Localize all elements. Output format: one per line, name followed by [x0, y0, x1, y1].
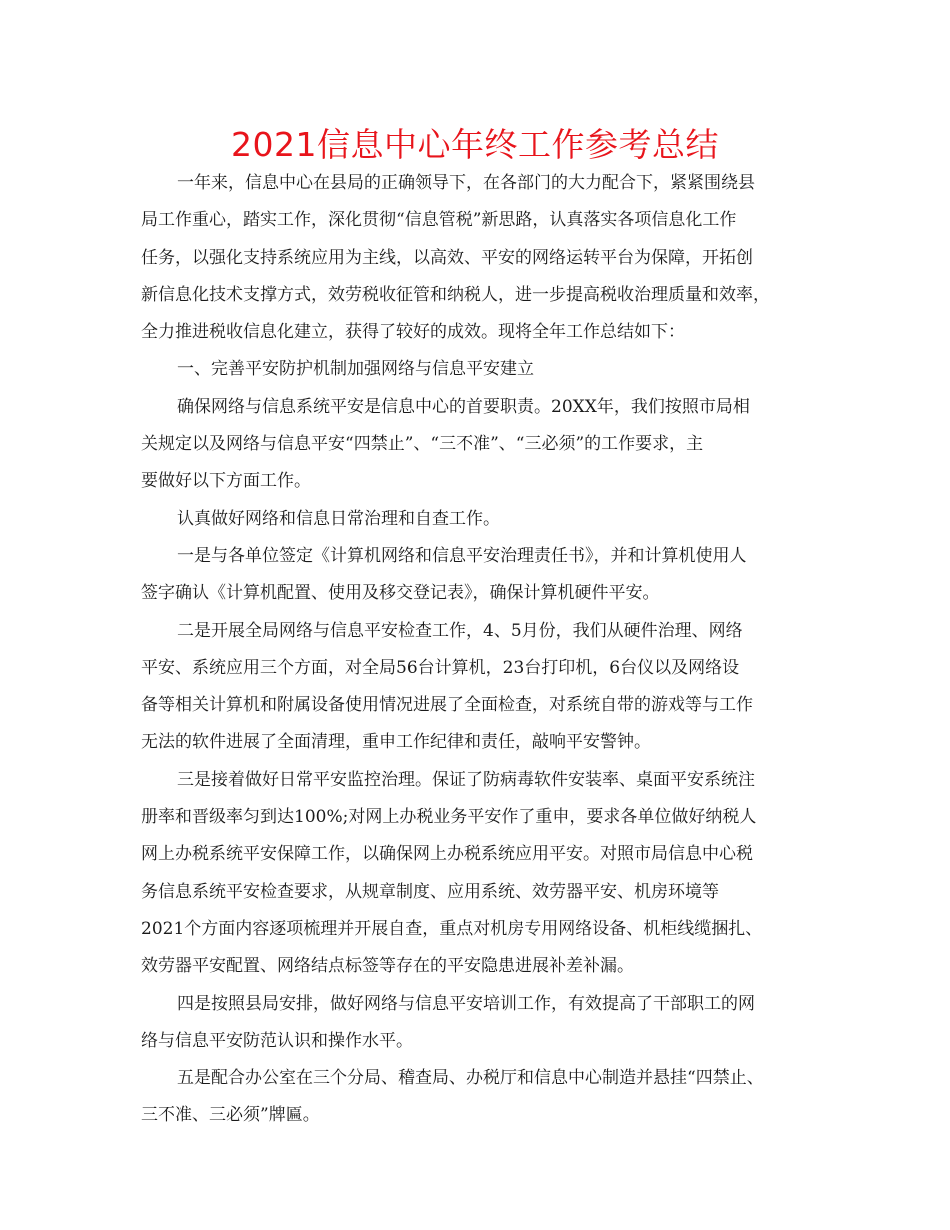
text-line: 备等相关计算机和附属设备使用情况进展了全面检查，对系统自带的游戏等与工作: [141, 695, 753, 716]
text-line: 确保网络与信息系统平安是信息中心的首要职责。20XX年，我们按照市局相: [177, 396, 750, 417]
text-line: 全力推进税收信息化建立，获得了较好的成效。现将全年工作总结如下：: [141, 322, 685, 343]
text-line: 认真做好网络和信息日常治理和自查工作。: [177, 508, 500, 529]
text-line: 签字确认《计算机配置、使用及移交登记表》，确保计算机硬件平安。: [141, 583, 660, 604]
text-line: 关规定以及网络与信息平安“四禁止”、“三不准”、“三必须”的工作要求，主: [141, 434, 704, 455]
text-line: 一年来，信息中心在县局的正确领导下，在各部门的大力配合下，紧紧围绕县: [177, 173, 755, 193]
document-body: [141, 165, 821, 1135]
text-line: 要做好以下方面工作。: [141, 471, 311, 492]
text-line: 二是开展全局网络与信息平安检查工作，4、5月份，我们从硬件治理、网络: [177, 620, 743, 641]
text-line: 新信息化技术支撑方式，效劳税收征管和纳税人，进一步提高税收治理质量和效率，: [141, 284, 770, 305]
text-line: 一、完善平安防护机制加强网络与信息平安建立: [177, 359, 534, 380]
text-line: 络与信息平安防范认识和操作水平。: [141, 1030, 413, 1051]
text-line: 无法的软件进展了全面清理，重申工作纪律和责任，敲响平安警钟。: [141, 732, 651, 753]
text-line: 册率和晋级率匀到达100%;对网上办税业务平安作了重申，要求各单位做好纳税人: [141, 807, 757, 828]
text-line: 四是按照县局安排，做好网络与信息平安培训工作，有效提高了干部职工的网: [177, 993, 755, 1014]
text-line: 任务，以强化支持系统应用为主线，以高效、平安的网络运转平台为保障，开拓创: [141, 247, 753, 268]
text-line: 局工作重心，踏实工作，深化贯彻“信息管税”新思路，认真落实各项信息化工作: [141, 210, 737, 231]
text-line: 2021个方面内容逐项梳理并开展自查，重点对机房专用网络设备、机柜线缆捆扎、: [141, 918, 763, 939]
text-line: 网上办税系统平安保障工作，以确保网上办税系统应用平安。对照市局信息中心税: [141, 844, 753, 865]
text-line: 务信息系统平安检查要求，从规章制度、应用系统、效劳器平安、机房环境等: [141, 881, 719, 902]
text-line: 三是接着做好日常平安监控治理。保证了防病毒软件安装率、桌面平安系统注: [177, 769, 755, 790]
text-line: 一是与各单位签定《计算机网络和信息平安治理责任书》，并和计算机使用人: [177, 545, 747, 566]
text-line: 三不准、三必须”牌匾。: [141, 1105, 320, 1126]
text-line: 效劳器平安配置、网络结点标签等存在的平安隐患进展补差补漏。: [141, 956, 634, 977]
text-line: 五是配合办公室在三个分局、稽查局、办税厅和信息中心制造并悬挂“四禁止、: [177, 1068, 764, 1089]
page-title: 2021信息中心年终工作参考总结: [231, 125, 719, 164]
text-line: 平安、系统应用三个方面，对全局56台计算机，23台打印机，6台仪以及网络设: [141, 657, 740, 678]
